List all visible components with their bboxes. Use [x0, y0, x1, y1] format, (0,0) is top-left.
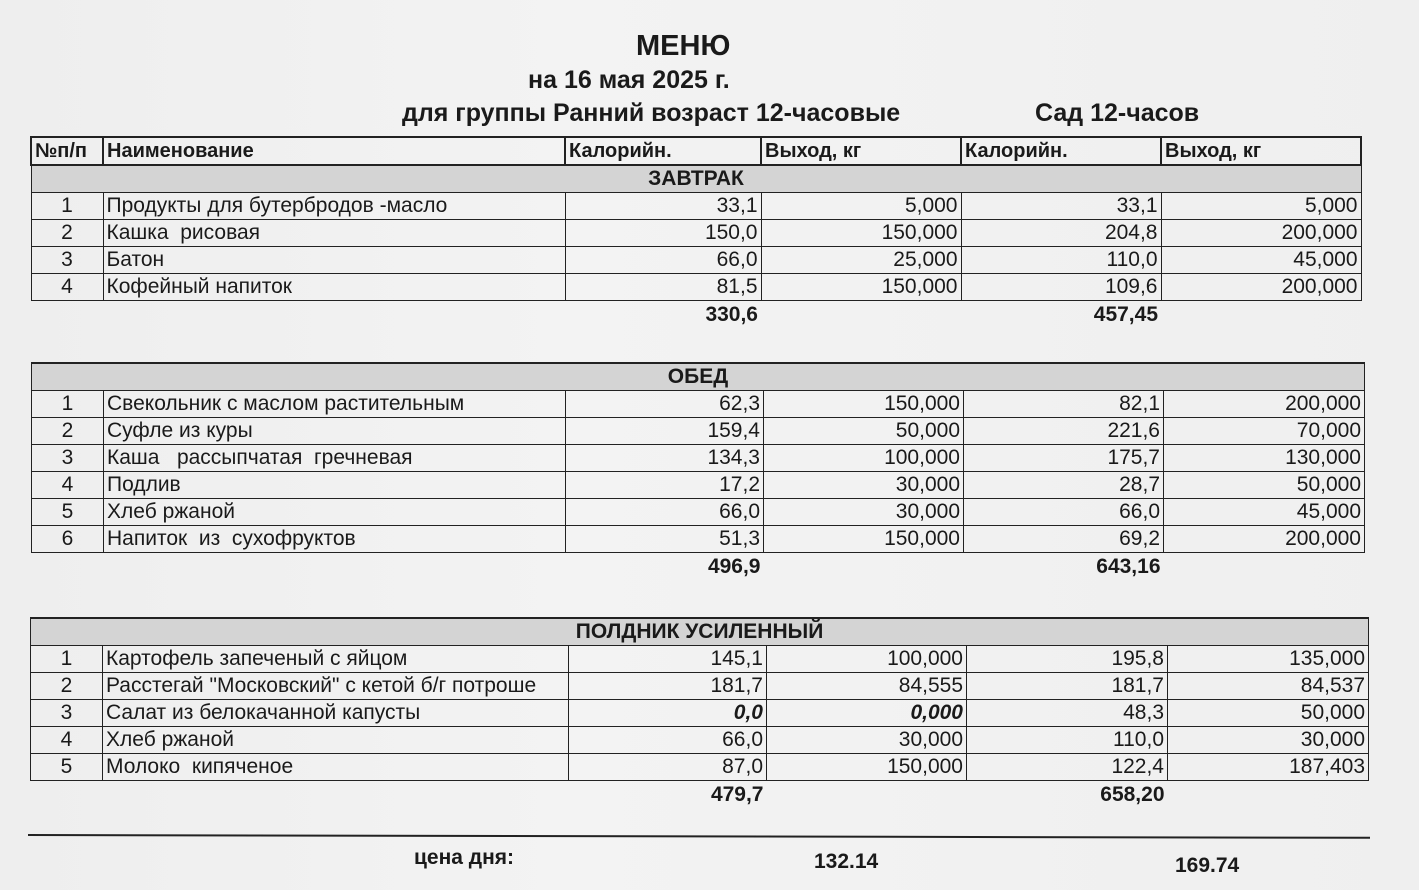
output-1: 150,000: [764, 391, 964, 418]
output-2: 187,403: [1168, 754, 1369, 781]
dish-name: Кашка рисовая: [103, 220, 565, 247]
table-row: [31, 274, 1361, 301]
output-2: 200,000: [1164, 391, 1365, 418]
calories-2: 66,0: [964, 499, 1164, 526]
output-2: 200,000: [1161, 274, 1361, 301]
calories-1: 51,3: [566, 526, 764, 553]
row-number: 1: [31, 193, 103, 220]
table-row: [31, 193, 1361, 220]
calories-1: 33,1: [565, 193, 761, 220]
section-title: ПОЛДНИК УСИЛЕННЫЙ: [31, 618, 1369, 646]
section-title: ЗАВТРАК: [31, 165, 1361, 193]
calories-1: 66,0: [566, 499, 764, 526]
total-calories-1: 330,6: [705, 303, 758, 326]
calories-2: 48,3: [967, 700, 1168, 727]
row-number: 4: [31, 274, 103, 301]
calories-1: 66,0: [569, 727, 767, 754]
calories-2: 195,8: [967, 646, 1168, 673]
breakfast-table: [30, 136, 1362, 329]
table-row: [31, 754, 1369, 781]
output-1: 30,000: [767, 727, 967, 754]
dish-name: Хлеб ржаной: [104, 499, 566, 526]
output-1: 50,000: [764, 418, 964, 445]
calories-1: 62,3: [566, 391, 764, 418]
total-calories-2: 658,20: [1100, 783, 1165, 806]
row-number: 1: [32, 391, 104, 418]
dish-name: Расстегай "Московский" с кетой б/г потроше: [103, 673, 569, 700]
calories-1: 150,0: [565, 220, 761, 247]
dish-name: Свекольник с маслом растительным: [104, 391, 566, 418]
day-price-1: 132.14: [814, 850, 879, 873]
table-row: [31, 646, 1369, 673]
dish-name: Батон: [103, 247, 565, 274]
section-title: ОБЕД: [32, 363, 1365, 391]
calories-1: 134,3: [566, 445, 764, 472]
output-1: 100,000: [767, 646, 967, 673]
col-output-1: Выход, кг: [761, 137, 961, 165]
table-row: [32, 445, 1365, 472]
output-1: 84,555: [767, 673, 967, 700]
row-number: 2: [32, 418, 104, 445]
row-number: 3: [31, 700, 103, 727]
calories-1: 0,0: [569, 700, 767, 727]
col-number: №п/п: [31, 137, 103, 165]
output-2: 200,000: [1161, 220, 1361, 247]
total-row: [32, 553, 1365, 582]
row-number: 6: [32, 526, 104, 553]
row-number: 4: [31, 727, 103, 754]
calories-1: 145,1: [569, 646, 767, 673]
output-1: 150,000: [764, 526, 964, 553]
output-2: 130,000: [1164, 445, 1365, 472]
calories-2: 181,7: [967, 673, 1168, 700]
calories-1: 87,0: [569, 754, 767, 781]
group-label: для группы Ранний возраст 12-часовые: [402, 99, 901, 127]
total-row: [31, 301, 1361, 330]
calories-2: 69,2: [964, 526, 1164, 553]
dish-name: Продукты для бутербродов -масло: [103, 193, 565, 220]
total-calories-2: 457,45: [1093, 303, 1158, 326]
table-row: [31, 700, 1369, 727]
col-name: Наименование: [103, 137, 565, 165]
calories-2: 110,0: [961, 247, 1161, 274]
table-row: [32, 391, 1365, 418]
output-1: 30,000: [764, 472, 964, 499]
table-row: [32, 526, 1365, 553]
calories-1: 159,4: [566, 418, 764, 445]
calories-1: 81,5: [565, 274, 761, 301]
dish-name: Каша рассыпчатая гречневая: [104, 445, 566, 472]
row-number: 2: [31, 673, 103, 700]
output-2: 45,000: [1161, 247, 1361, 274]
output-2: 45,000: [1164, 499, 1365, 526]
dish-name: Молоко кипяченое: [103, 754, 569, 781]
output-2: 30,000: [1168, 727, 1369, 754]
output-1: 150,000: [767, 754, 967, 781]
output-1: 0,000: [767, 700, 967, 727]
output-2: 70,000: [1164, 418, 1365, 445]
row-number: 3: [32, 445, 104, 472]
calories-2: 221,6: [964, 418, 1164, 445]
row-number: 5: [32, 499, 104, 526]
dish-name: Салат из белокачанной капусты: [103, 700, 569, 727]
total-calories-2: 643,16: [1096, 555, 1161, 578]
output-1: 150,000: [761, 274, 961, 301]
total-row: [31, 781, 1369, 810]
row-number: 4: [32, 472, 104, 499]
col-output-2: Выход, кг: [1161, 137, 1361, 165]
dish-name: Суфле из куры: [104, 418, 566, 445]
output-2: 200,000: [1164, 526, 1365, 553]
table-row: [31, 247, 1361, 274]
total-calories-1: 496,9: [707, 555, 761, 578]
output-1: 25,000: [761, 247, 961, 274]
table-row: [32, 418, 1365, 445]
snack-table: [30, 617, 1369, 809]
day-price-label: цена дня:: [414, 846, 515, 869]
calories-2: 109,6: [961, 274, 1161, 301]
row-number: 1: [31, 646, 103, 673]
output-1: 100,000: [764, 445, 964, 472]
row-number: 5: [31, 754, 103, 781]
day-price-2: 169.74: [1175, 854, 1240, 877]
table-row: [32, 472, 1365, 499]
calories-2: 122,4: [967, 754, 1168, 781]
page-title: МЕНЮ: [636, 30, 731, 62]
calories-1: 17,2: [566, 472, 764, 499]
output-2: 135,000: [1168, 646, 1369, 673]
output-1: 5,000: [761, 193, 961, 220]
output-1: 30,000: [764, 499, 964, 526]
output-2: 50,000: [1164, 472, 1365, 499]
dish-name: Напиток из сухофруктов: [104, 526, 566, 553]
table-row: [31, 673, 1369, 700]
output-2: 50,000: [1168, 700, 1369, 727]
calories-2: 82,1: [964, 391, 1164, 418]
garden-label: Сад 12-часов: [1035, 99, 1200, 127]
calories-1: 66,0: [565, 247, 761, 274]
column-header-row: [31, 137, 1361, 165]
col-calories-2: Калорийн.: [961, 137, 1161, 165]
total-calories-1: 479,7: [710, 783, 764, 806]
table-row: [31, 727, 1369, 754]
output-1: 150,000: [761, 220, 961, 247]
calories-2: 175,7: [964, 445, 1164, 472]
calories-2: 28,7: [964, 472, 1164, 499]
dish-name: Подлив: [104, 472, 566, 499]
table-row: [31, 220, 1361, 247]
output-2: 5,000: [1161, 193, 1361, 220]
output-2: 84,537: [1168, 673, 1369, 700]
calories-2: 33,1: [961, 193, 1161, 220]
dish-name: Картофель запеченый с яйцом: [103, 646, 569, 673]
menu-date: на 16 мая 2025 г.: [528, 66, 730, 94]
calories-2: 110,0: [967, 727, 1168, 754]
dish-name: Кофейный напиток: [103, 274, 565, 301]
lunch-table: [31, 362, 1365, 581]
row-number: 3: [31, 247, 103, 274]
col-calories-1: Калорийн.: [565, 137, 761, 165]
dish-name: Хлеб ржаной: [103, 727, 569, 754]
table-row: [32, 499, 1365, 526]
row-number: 2: [31, 220, 103, 247]
calories-2: 204,8: [961, 220, 1161, 247]
divider: [28, 834, 1370, 839]
calories-1: 181,7: [569, 673, 767, 700]
